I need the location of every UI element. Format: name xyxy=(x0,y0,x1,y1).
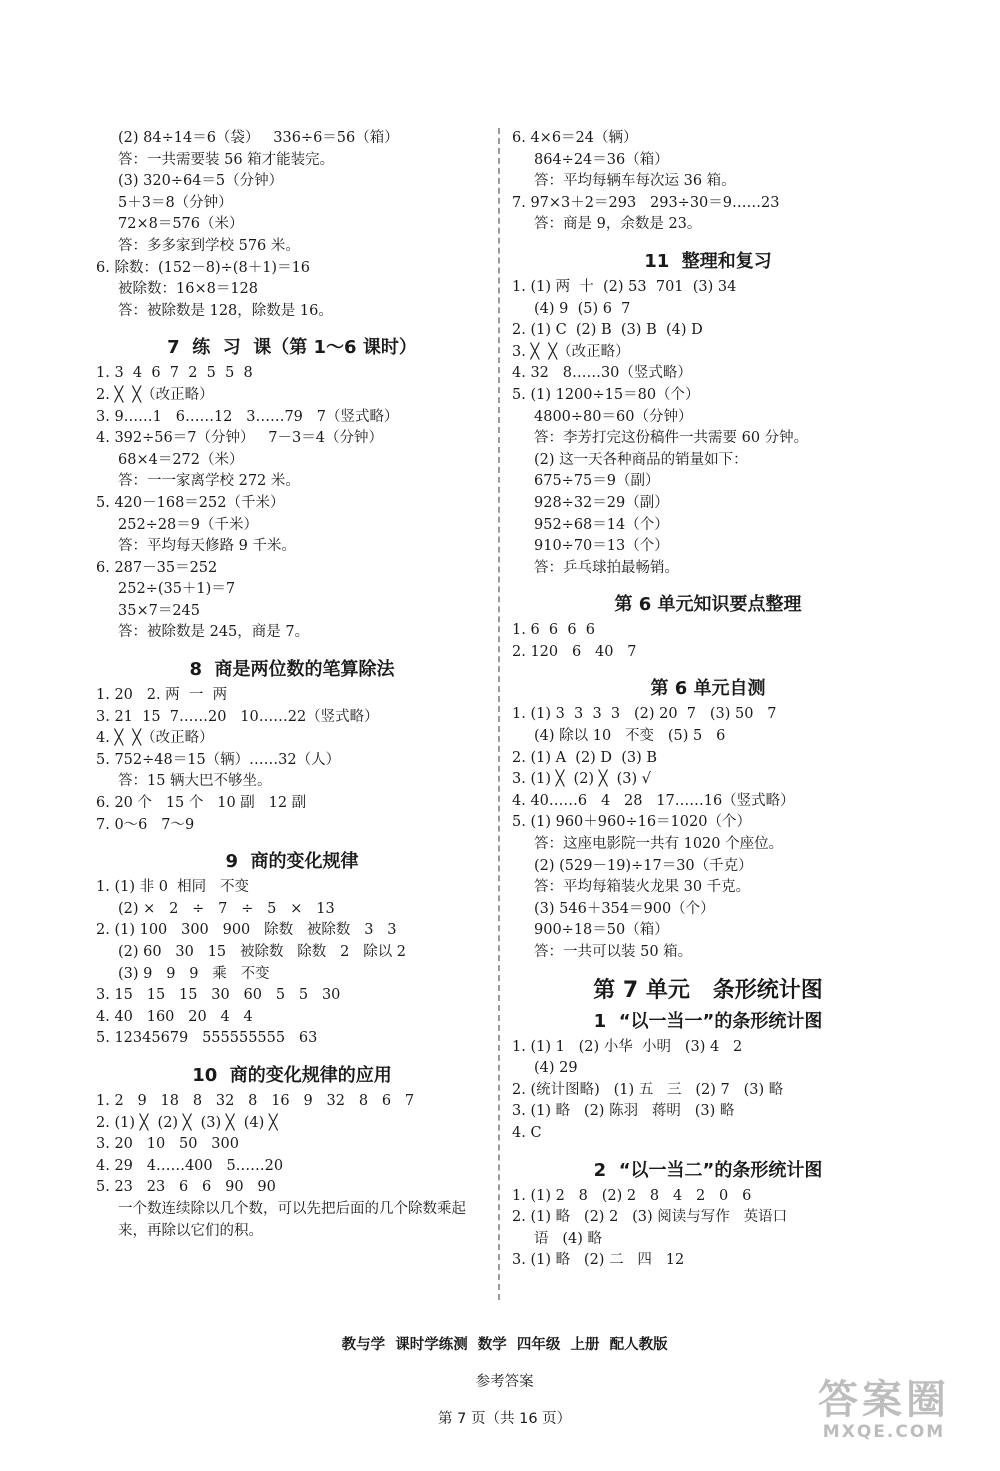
answer-line: 4. C xyxy=(512,1124,542,1141)
answer-line: 2. (1) ╳ (2) ╳ (3) ╳ (4) ╳ xyxy=(96,1114,278,1131)
answer-line: 4. 40……6 4 28 17……16（竖式略） xyxy=(512,792,795,809)
answer-line: (4) 29 xyxy=(534,1060,578,1077)
answer-line: 答：一一家离学校 272 米。 xyxy=(118,473,300,490)
section-heading: 1 “以一当一”的条形统计图 xyxy=(593,1010,823,1032)
answer-line: 910÷70＝13（个） xyxy=(534,538,669,555)
answer-line: 2. ╳ ╳（改正略） xyxy=(96,386,214,403)
answer-line: 900÷18＝50（箱） xyxy=(534,922,669,939)
column-divider xyxy=(498,128,500,1300)
left-column xyxy=(96,128,488,1242)
answer-line: (4) 9 (5) 6 7 xyxy=(534,300,631,317)
answer-line: 952÷68＝14（个） xyxy=(534,516,669,533)
answer-line: 答：15 辆大巴不够坐。 xyxy=(118,773,272,790)
section-heading: 2 “以一当二”的条形统计图 xyxy=(593,1159,823,1181)
answer-line: 答：一共需要装 56 箱才能装完。 xyxy=(118,151,335,168)
answer-line: 3. 21 15 7……20 10……22（竖式略） xyxy=(96,708,379,725)
answer-line: 252÷28＝9（千米） xyxy=(118,516,259,533)
answer-line: 6. 287－35＝252 xyxy=(96,559,218,576)
page-footer xyxy=(96,1317,904,1428)
answer-line: 35×7＝245 xyxy=(118,602,201,619)
answer-line: 4. 32 8……30（竖式略） xyxy=(512,365,692,382)
section-heading: 9 商的变化规律 xyxy=(225,851,359,873)
answer-line: 答：李芳打完这份稿件一共需要 60 分钟。 xyxy=(534,430,809,447)
answer-line: 4. 40 160 20 4 4 xyxy=(96,1008,253,1025)
answer-line: 5. 23 23 6 6 90 90 xyxy=(96,1179,276,1196)
answer-line: 2. (统计图略) (1) 五 三 (2) 7 (3) 略 xyxy=(512,1081,784,1098)
answer-note: 一个数连续除以几个数，可以先把后面的几个除数乘起来，再除以它们的积。 xyxy=(118,1200,466,1239)
answer-line: 2. (1) A (2) D (3) B xyxy=(512,749,658,766)
answer-line: (3) 320÷64＝5（分钟） xyxy=(118,173,284,190)
answer-line: (2) 60 30 15 被除数 除数 2 除以 2 xyxy=(118,944,407,960)
answer-line: 答：乒乓球拍最畅销。 xyxy=(534,559,679,576)
answer-line: 5. 12345679 555555555 63 xyxy=(96,1030,318,1047)
watermark-url: MXQE.COM xyxy=(822,1422,946,1442)
unit-heading: 第 7 单元 条形统计图 xyxy=(593,977,823,1003)
answer-line: 答：被除数是 245，商是 7。 xyxy=(118,624,310,641)
answer-line: (3) 9 9 9 乘 不变 xyxy=(118,965,270,982)
answer-line: 答：多多家到学校 576 米。 xyxy=(118,237,300,254)
answer-line: 3. (1) 略 (2) 二 四 12 xyxy=(512,1252,685,1269)
answer-line: (3) 546＋354＝900（个） xyxy=(534,900,715,917)
answer-line: 5. 752÷48＝15（辆）……32（人） xyxy=(96,751,341,768)
answer-line: 5＋3＝8（分钟） xyxy=(118,194,233,211)
answer-line: 1. (1) 非 0 相同 不变 xyxy=(96,879,249,896)
answer-line: 864÷24＝36（箱） xyxy=(534,151,669,168)
answer-line: (2) 这一天各种商品的销量如下： xyxy=(534,451,748,468)
section-heading: 7 练 习 课（第 1～6 课时） xyxy=(167,337,417,359)
right-column xyxy=(512,128,904,1272)
answer-line: 68×4＝272（米） xyxy=(118,451,244,468)
section-heading: 11 整理和复习 xyxy=(644,250,772,272)
answer-line: 1. (1) 1 (2) 小华 小明 (3) 4 2 xyxy=(512,1038,743,1055)
footer-book-title: 教与学 课时学练测 数学 四年级 上册 配人教版 xyxy=(341,1337,668,1353)
answer-line: 1. 20 2. 两 一 两 xyxy=(96,687,228,704)
section-heading: 10 商的变化规律的应用 xyxy=(192,1064,392,1086)
answer-line: 928÷32＝29（副） xyxy=(534,494,669,511)
answer-line: 6. 除数：(152－8)÷(8＋1)＝16 xyxy=(96,259,311,276)
answer-line: 6. 4×6＝24（辆） xyxy=(512,130,638,146)
answer-line: 3. (1) ╳ (2) ╳ (3) √ xyxy=(512,771,652,788)
answer-line: (2) (529－19)÷17＝30（千克） xyxy=(534,857,753,874)
answer-line: 5. 420－168＝252（千米） xyxy=(96,494,285,511)
answer-line: 5. (1) 960＋960÷16＝1020（个） xyxy=(512,814,751,831)
answer-line: (2) × 2 ÷ 7 ÷ 5 × 13 xyxy=(118,900,335,917)
answer-line: 答：平均每天修路 9 千米。 xyxy=(118,538,296,555)
answer-line: 2. (1) 100 300 900 除数 被除数 3 3 xyxy=(96,922,397,939)
answer-line: 7. 0～6 7～9 xyxy=(96,816,195,833)
answer-line: 3. 20 10 50 300 xyxy=(96,1136,239,1153)
answer-line: 答：平均每箱装火龙果 30 千克。 xyxy=(534,879,751,896)
answer-line: 7. 97×3＋2＝293 293÷30＝9……23 xyxy=(512,194,780,211)
answer-line: (2) 84÷14＝6（袋） 336÷6＝56（箱） xyxy=(118,130,399,146)
answer-line: 被除数：16×8＝128 xyxy=(118,281,259,298)
section-heading: 8 商是两位数的笔算除法 xyxy=(189,659,395,681)
answer-line: 2. (1) 略 (2) 2 (3) 阅读与写作 英语口 xyxy=(512,1209,788,1226)
footer-page-number: 第 7 页（共 16 页） xyxy=(438,1411,572,1427)
answer-line: 答：一共可以装 50 箱。 xyxy=(534,944,693,960)
answer-line: 3. ╳ ╳（改正略） xyxy=(512,343,630,360)
answer-line: 答：这座电影院一共有 1020 个座位。 xyxy=(534,836,784,853)
footer-section: 参考答案 xyxy=(475,1374,534,1390)
answer-line: 答：被除数是 128，除数是 16。 xyxy=(118,302,333,319)
answer-line: 4. 392÷56＝7（分钟） 7－3＝4（分钟） xyxy=(96,430,383,447)
answer-line: 1. 6 6 6 6 xyxy=(512,622,595,639)
answer-line: 675÷75＝9（副） xyxy=(534,473,660,490)
answer-line: 5. (1) 1200÷15＝80（个） xyxy=(512,386,700,403)
section-heading: 第 6 单元知识要点整理 xyxy=(614,594,802,616)
answer-line: 1. 3 4 6 7 2 5 5 8 xyxy=(96,365,253,382)
answer-line: 2. (1) C (2) B (3) B (4) D xyxy=(512,322,703,339)
answer-line: 4. 29 4……400 5……20 xyxy=(96,1157,284,1174)
answer-line: 1. (1) 2 8 (2) 2 8 4 2 0 6 xyxy=(512,1187,752,1204)
watermark-logo: 答案圈 xyxy=(818,1377,950,1423)
answer-line: 答：商是 9，余数是 23。 xyxy=(534,216,702,233)
answer-line: 3. (1) 略 (2) 陈羽 蒋明 (3) 略 xyxy=(512,1103,735,1120)
answer-line: 1. (1) 两 十 (2) 53 701 (3) 34 xyxy=(512,278,737,295)
section-heading: 第 6 单元自测 xyxy=(650,678,766,700)
answer-line: 2. 120 6 40 7 xyxy=(512,643,637,660)
answer-line: (4) 除以 10 不变 (5) 5 6 xyxy=(534,728,726,745)
answer-line: 答：平均每辆车每次运 36 箱。 xyxy=(534,173,736,190)
answer-line: 4. ╳ ╳（改正略） xyxy=(96,730,214,747)
answer-line: 3. 15 15 15 30 60 5 5 30 xyxy=(96,987,341,1004)
answer-line: 1. (1) 3 3 3 3 (2) 20 7 (3) 50 7 xyxy=(512,706,777,723)
answer-line: 3. 9……1 6……12 3……79 7（竖式略） xyxy=(96,408,399,425)
answer-line: 1. 2 9 18 8 32 8 16 9 32 8 6 7 xyxy=(96,1092,415,1109)
answer-line: 252÷(35＋1)＝7 xyxy=(118,581,236,598)
answer-line: 4800÷80＝60（分钟） xyxy=(534,408,693,425)
answer-line: 6. 20 个 15 个 10 副 12 副 xyxy=(96,795,307,812)
site-watermark xyxy=(818,1378,950,1442)
answer-line: 语 (4) 略 xyxy=(534,1230,602,1247)
answer-line: 72×8＝576（米） xyxy=(118,216,244,233)
